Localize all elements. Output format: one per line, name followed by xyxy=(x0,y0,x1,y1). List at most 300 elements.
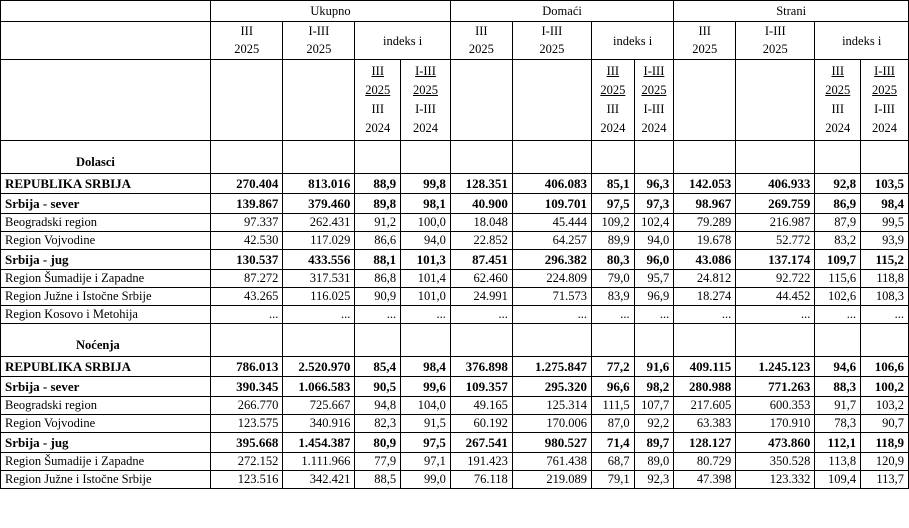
empty-cell xyxy=(736,141,815,174)
empty-header-cell xyxy=(512,60,591,141)
table-row xyxy=(1,288,909,306)
value-cell: 217.605 xyxy=(674,397,736,415)
index-period-line: I-III xyxy=(874,102,895,116)
period-header-line: III xyxy=(698,24,711,38)
table-row xyxy=(1,357,909,377)
value-cell: ... xyxy=(634,306,674,324)
table-row xyxy=(1,250,909,270)
value-cell: 22.852 xyxy=(450,232,512,250)
empty-cell xyxy=(634,141,674,174)
value-cell: 123.332 xyxy=(736,471,815,489)
value-cell: 79,1 xyxy=(592,471,635,489)
table-row xyxy=(1,471,909,489)
value-cell: 296.382 xyxy=(512,250,591,270)
value-cell: 43.086 xyxy=(674,250,736,270)
value-cell: 123.516 xyxy=(211,471,283,489)
period-header-line: 2025 xyxy=(468,42,494,56)
table-row xyxy=(1,415,909,433)
value-cell: 49.165 xyxy=(450,397,512,415)
value-cell: 103,5 xyxy=(861,174,909,194)
index-period-line: I-III xyxy=(643,102,665,116)
value-cell: 216.987 xyxy=(736,214,815,232)
value-cell: 340.916 xyxy=(283,415,355,433)
empty-cell xyxy=(674,141,736,174)
value-cell: 771.263 xyxy=(736,377,815,397)
value-cell: 88,9 xyxy=(355,174,401,194)
row-label: Region Šumadije i Zapadne xyxy=(1,270,211,288)
empty-cell xyxy=(283,324,355,357)
value-cell: 118,8 xyxy=(861,270,909,288)
value-cell: 96,0 xyxy=(634,250,674,270)
value-cell: 813.016 xyxy=(283,174,355,194)
value-cell: 98,1 xyxy=(401,194,451,214)
value-cell: 219.089 xyxy=(512,471,591,489)
index-period-line: I-III xyxy=(415,64,436,78)
value-cell: 123.575 xyxy=(211,415,283,433)
period-header-cell xyxy=(736,22,815,60)
index-period-line: 2025 xyxy=(825,83,851,97)
value-cell: 77,2 xyxy=(592,357,635,377)
value-cell: 1.066.583 xyxy=(283,377,355,397)
value-cell: 97,1 xyxy=(401,453,451,471)
value-cell: 1.245.123 xyxy=(736,357,815,377)
value-cell: 100,2 xyxy=(861,377,909,397)
index-period-stack xyxy=(401,62,450,138)
value-cell: 71.573 xyxy=(512,288,591,306)
value-cell: ... xyxy=(592,306,635,324)
row-label: Region Vojvodine xyxy=(1,415,211,433)
value-cell: 137.174 xyxy=(736,250,815,270)
value-cell: 77,9 xyxy=(355,453,401,471)
index-period-line: 2025 xyxy=(600,83,626,97)
index-period-line: III xyxy=(831,102,844,116)
value-cell: 63.383 xyxy=(674,415,736,433)
empty-cell xyxy=(815,141,861,174)
value-cell: 40.900 xyxy=(450,194,512,214)
row-label: Srbija - jug xyxy=(1,250,211,270)
value-cell: 80,9 xyxy=(355,433,401,453)
row-label: Region Kosovo i Metohija xyxy=(1,306,211,324)
row-label: Srbija - sever xyxy=(1,377,211,397)
value-cell: 94,0 xyxy=(634,232,674,250)
value-cell: 433.556 xyxy=(283,250,355,270)
value-cell: 224.809 xyxy=(512,270,591,288)
empty-cell xyxy=(861,141,909,174)
value-cell: 272.152 xyxy=(211,453,283,471)
table-row xyxy=(1,306,909,324)
value-cell: 101,3 xyxy=(401,250,451,270)
period-header-cell xyxy=(674,22,736,60)
value-cell: 117.029 xyxy=(283,232,355,250)
period-header-line: 2025 xyxy=(234,42,260,56)
value-cell: 76.118 xyxy=(450,471,512,489)
row-label: Region Šumadije i Zapadne xyxy=(1,453,211,471)
value-cell: 89,0 xyxy=(634,453,674,471)
index-period-line: 2024 xyxy=(365,121,391,135)
indeksi-header: indeks i xyxy=(355,22,450,60)
label-header-cell xyxy=(1,22,211,60)
index-period-line: 2024 xyxy=(600,121,626,135)
value-cell: 96,3 xyxy=(634,174,674,194)
row-label: Region Vojvodine xyxy=(1,232,211,250)
index-period-line: III xyxy=(606,102,620,116)
value-cell: 139.867 xyxy=(211,194,283,214)
value-cell: 92,2 xyxy=(634,415,674,433)
value-cell: 83,2 xyxy=(815,232,861,250)
period-header-line: III xyxy=(475,24,488,38)
value-cell: 94,8 xyxy=(355,397,401,415)
empty-cell xyxy=(355,141,401,174)
value-cell: 406.083 xyxy=(512,174,591,194)
empty-header-cell xyxy=(211,60,283,141)
value-cell: 2.520.970 xyxy=(283,357,355,377)
value-cell: 267.541 xyxy=(450,433,512,453)
value-cell: 97.337 xyxy=(211,214,283,232)
corner-cell xyxy=(1,1,211,22)
period-header-line: 2025 xyxy=(762,42,788,56)
value-cell: 342.421 xyxy=(283,471,355,489)
empty-cell xyxy=(211,141,283,174)
value-cell: 1.111.966 xyxy=(283,453,355,471)
index-period-line: 2024 xyxy=(412,121,438,135)
index-period-header xyxy=(634,60,674,141)
period-header-line: III xyxy=(240,24,254,38)
table-row xyxy=(1,232,909,250)
value-cell: 92,3 xyxy=(634,471,674,489)
value-cell: 47.398 xyxy=(674,471,736,489)
value-cell: 99,5 xyxy=(861,214,909,232)
value-cell: 90,7 xyxy=(861,415,909,433)
group-header-ukupno: Ukupno xyxy=(211,1,451,22)
row-label: Beogradski region xyxy=(1,397,211,415)
value-cell: 24.812 xyxy=(674,270,736,288)
index-period-header xyxy=(592,60,635,141)
value-cell: 43.265 xyxy=(211,288,283,306)
index-period-line: III xyxy=(606,64,620,78)
empty-cell xyxy=(512,141,591,174)
value-cell: 52.772 xyxy=(736,232,815,250)
value-cell: 71,4 xyxy=(592,433,635,453)
table-row xyxy=(1,194,909,214)
value-cell: 116.025 xyxy=(283,288,355,306)
value-cell: 80.729 xyxy=(674,453,736,471)
value-cell: 83,9 xyxy=(592,288,635,306)
value-cell: 109.357 xyxy=(450,377,512,397)
index-period-line: I-III xyxy=(874,64,895,78)
empty-header-cell xyxy=(450,60,512,141)
value-cell: 85,4 xyxy=(355,357,401,377)
value-cell: ... xyxy=(401,306,451,324)
value-cell: 379.460 xyxy=(283,194,355,214)
value-cell: 87,9 xyxy=(815,214,861,232)
value-cell: 128.351 xyxy=(450,174,512,194)
indeksi-header: indeks i xyxy=(592,22,674,60)
index-period-header xyxy=(815,60,861,141)
value-cell: 87.272 xyxy=(211,270,283,288)
value-cell: 64.257 xyxy=(512,232,591,250)
value-cell: 108,3 xyxy=(861,288,909,306)
index-period-stack xyxy=(355,62,400,138)
value-cell: 600.353 xyxy=(736,397,815,415)
index-period-header xyxy=(355,60,401,141)
value-cell: 142.053 xyxy=(674,174,736,194)
value-cell: 262.431 xyxy=(283,214,355,232)
value-cell: 94,0 xyxy=(401,232,451,250)
value-cell: 87.451 xyxy=(450,250,512,270)
value-cell: 92,8 xyxy=(815,174,861,194)
value-cell: 317.531 xyxy=(283,270,355,288)
empty-cell xyxy=(592,324,635,357)
table-row xyxy=(1,214,909,232)
index-period-line: 2024 xyxy=(641,121,667,135)
value-cell: 376.898 xyxy=(450,357,512,377)
value-cell: 102,4 xyxy=(634,214,674,232)
value-cell: 269.759 xyxy=(736,194,815,214)
value-cell: ... xyxy=(861,306,909,324)
period-header-cell xyxy=(211,22,283,60)
value-cell: 980.527 xyxy=(512,433,591,453)
value-cell: 101,4 xyxy=(401,270,451,288)
index-period-line: 2025 xyxy=(641,83,667,97)
indeksi-header: indeks i xyxy=(815,22,909,60)
value-cell: 91,2 xyxy=(355,214,401,232)
table-body xyxy=(1,1,909,489)
index-period-line: III xyxy=(371,64,384,78)
period-header-row xyxy=(1,22,909,60)
value-cell: 280.988 xyxy=(674,377,736,397)
value-cell: 761.438 xyxy=(512,453,591,471)
value-cell: 106,6 xyxy=(861,357,909,377)
value-cell: 725.667 xyxy=(283,397,355,415)
value-cell: 96,6 xyxy=(592,377,635,397)
empty-header-cell xyxy=(736,60,815,141)
period-header-cell xyxy=(283,22,355,60)
row-label: Srbija - sever xyxy=(1,194,211,214)
value-cell: 42.530 xyxy=(211,232,283,250)
period-header-line: I-III xyxy=(308,24,330,38)
value-cell: 295.320 xyxy=(512,377,591,397)
period-header-line: 2025 xyxy=(539,42,565,56)
row-label: Region Južne i Istočne Srbije xyxy=(1,471,211,489)
table-row xyxy=(1,174,909,194)
row-label: Srbija - jug xyxy=(1,433,211,453)
row-label: REPUBLIKA SRBIJA xyxy=(1,357,211,377)
index-period-line: 2025 xyxy=(365,83,391,97)
empty-header-cell xyxy=(283,60,355,141)
value-cell: 103,2 xyxy=(861,397,909,415)
index-period-line: III xyxy=(831,64,844,78)
value-cell: 170.910 xyxy=(736,415,815,433)
value-cell: 80,3 xyxy=(592,250,635,270)
value-cell: 128.127 xyxy=(674,433,736,453)
empty-cell xyxy=(592,141,635,174)
empty-cell xyxy=(401,141,451,174)
value-cell: 130.537 xyxy=(211,250,283,270)
empty-cell xyxy=(861,324,909,357)
index-period-stack xyxy=(861,62,908,138)
table-row xyxy=(1,377,909,397)
value-cell: ... xyxy=(674,306,736,324)
value-cell: 92.722 xyxy=(736,270,815,288)
value-cell: ... xyxy=(211,306,283,324)
value-cell: 78,3 xyxy=(815,415,861,433)
index-period-header xyxy=(861,60,909,141)
value-cell: ... xyxy=(736,306,815,324)
empty-cell xyxy=(634,324,674,357)
value-cell: 118,9 xyxy=(861,433,909,453)
value-cell: 99,8 xyxy=(401,174,451,194)
value-cell: 107,7 xyxy=(634,397,674,415)
index-period-line: 2025 xyxy=(872,83,898,97)
section-header-row xyxy=(1,324,909,357)
value-cell: 270.404 xyxy=(211,174,283,194)
value-cell: 90,5 xyxy=(355,377,401,397)
value-cell: 91,7 xyxy=(815,397,861,415)
value-cell: 409.115 xyxy=(674,357,736,377)
period-header-line: I-III xyxy=(764,24,786,38)
value-cell: 99,0 xyxy=(401,471,451,489)
row-label: Region Južne i Istočne Srbije xyxy=(1,288,211,306)
empty-cell xyxy=(674,324,736,357)
period-header-line: 2025 xyxy=(692,42,718,56)
value-cell: 89,7 xyxy=(634,433,674,453)
group-header-row xyxy=(1,1,909,22)
value-cell: 115,6 xyxy=(815,270,861,288)
value-cell: 97,3 xyxy=(634,194,674,214)
value-cell: 82,3 xyxy=(355,415,401,433)
value-cell: 395.668 xyxy=(211,433,283,453)
value-cell: 170.006 xyxy=(512,415,591,433)
value-cell: 62.460 xyxy=(450,270,512,288)
value-cell: 91,5 xyxy=(401,415,451,433)
value-cell: 90,9 xyxy=(355,288,401,306)
value-cell: 98,2 xyxy=(634,377,674,397)
value-cell: 68,7 xyxy=(592,453,635,471)
value-cell: 115,2 xyxy=(861,250,909,270)
value-cell: 266.770 xyxy=(211,397,283,415)
index-period-line: I-III xyxy=(415,102,436,116)
value-cell: 406.933 xyxy=(736,174,815,194)
index-period-header xyxy=(401,60,451,141)
value-cell: 79.289 xyxy=(674,214,736,232)
index-period-line: 2024 xyxy=(825,121,851,135)
value-cell: 1.454.387 xyxy=(283,433,355,453)
value-cell: ... xyxy=(283,306,355,324)
value-cell: ... xyxy=(355,306,401,324)
value-cell: 86,9 xyxy=(815,194,861,214)
index-period-line: 2025 xyxy=(412,83,438,97)
value-cell: 98.967 xyxy=(674,194,736,214)
value-cell: ... xyxy=(450,306,512,324)
value-cell: 109,2 xyxy=(592,214,635,232)
table-row xyxy=(1,453,909,471)
value-cell: 94,6 xyxy=(815,357,861,377)
value-cell: 60.192 xyxy=(450,415,512,433)
value-cell: 350.528 xyxy=(736,453,815,471)
value-cell: 113,8 xyxy=(815,453,861,471)
value-cell: 99,6 xyxy=(401,377,451,397)
empty-cell xyxy=(815,324,861,357)
value-cell: 95,7 xyxy=(634,270,674,288)
value-cell: 88,1 xyxy=(355,250,401,270)
row-label: Beogradski region xyxy=(1,214,211,232)
value-cell: 473.860 xyxy=(736,433,815,453)
value-cell: 45.444 xyxy=(512,214,591,232)
empty-cell xyxy=(450,141,512,174)
row-label: REPUBLIKA SRBIJA xyxy=(1,174,211,194)
empty-cell xyxy=(512,324,591,357)
value-cell: 86,6 xyxy=(355,232,401,250)
value-cell: 113,7 xyxy=(861,471,909,489)
value-cell: 79,0 xyxy=(592,270,635,288)
section-header-row xyxy=(1,141,909,174)
index-period-stack xyxy=(592,62,634,138)
value-cell: 109,4 xyxy=(815,471,861,489)
value-cell: 111,5 xyxy=(592,397,635,415)
index-period-stack xyxy=(635,62,674,138)
period-header-cell xyxy=(512,22,591,60)
value-cell: 98,4 xyxy=(401,357,451,377)
value-cell: 98,4 xyxy=(861,194,909,214)
empty-cell xyxy=(211,324,283,357)
value-cell: 112,1 xyxy=(815,433,861,453)
value-cell: 786.013 xyxy=(211,357,283,377)
value-cell: 125.314 xyxy=(512,397,591,415)
value-cell: 100,0 xyxy=(401,214,451,232)
value-cell: ... xyxy=(815,306,861,324)
empty-cell xyxy=(283,141,355,174)
value-cell: 89,8 xyxy=(355,194,401,214)
value-cell: 44.452 xyxy=(736,288,815,306)
value-cell: 96,9 xyxy=(634,288,674,306)
group-header-strani: Strani xyxy=(674,1,909,22)
value-cell: 88,5 xyxy=(355,471,401,489)
value-cell: 97,5 xyxy=(592,194,635,214)
value-cell: 102,6 xyxy=(815,288,861,306)
empty-header-cell xyxy=(674,60,736,141)
table-row xyxy=(1,397,909,415)
empty-cell xyxy=(401,324,451,357)
value-cell: 104,0 xyxy=(401,397,451,415)
period-header-line: 2025 xyxy=(306,42,332,56)
value-cell: 18.048 xyxy=(450,214,512,232)
value-cell: 109.701 xyxy=(512,194,591,214)
value-cell: 18.274 xyxy=(674,288,736,306)
value-cell: 101,0 xyxy=(401,288,451,306)
value-cell: 390.345 xyxy=(211,377,283,397)
label-header-cell xyxy=(1,60,211,141)
section-title: Noćenja xyxy=(1,324,211,357)
value-cell: 120,9 xyxy=(861,453,909,471)
value-cell: 86,8 xyxy=(355,270,401,288)
value-cell: 24.991 xyxy=(450,288,512,306)
index-period-line: 2024 xyxy=(872,121,898,135)
group-header-domaci: Domaći xyxy=(450,1,673,22)
table-row xyxy=(1,433,909,453)
value-cell: 89,9 xyxy=(592,232,635,250)
table-row xyxy=(1,270,909,288)
empty-cell xyxy=(736,324,815,357)
index-period-stack xyxy=(815,62,860,138)
period-header-line: I-III xyxy=(541,24,563,38)
value-cell: 191.423 xyxy=(450,453,512,471)
value-cell: 97,5 xyxy=(401,433,451,453)
value-cell: 91,6 xyxy=(634,357,674,377)
section-title: Dolasci xyxy=(1,141,211,174)
period-header-cell xyxy=(450,22,512,60)
value-cell: ... xyxy=(512,306,591,324)
value-cell: 85,1 xyxy=(592,174,635,194)
